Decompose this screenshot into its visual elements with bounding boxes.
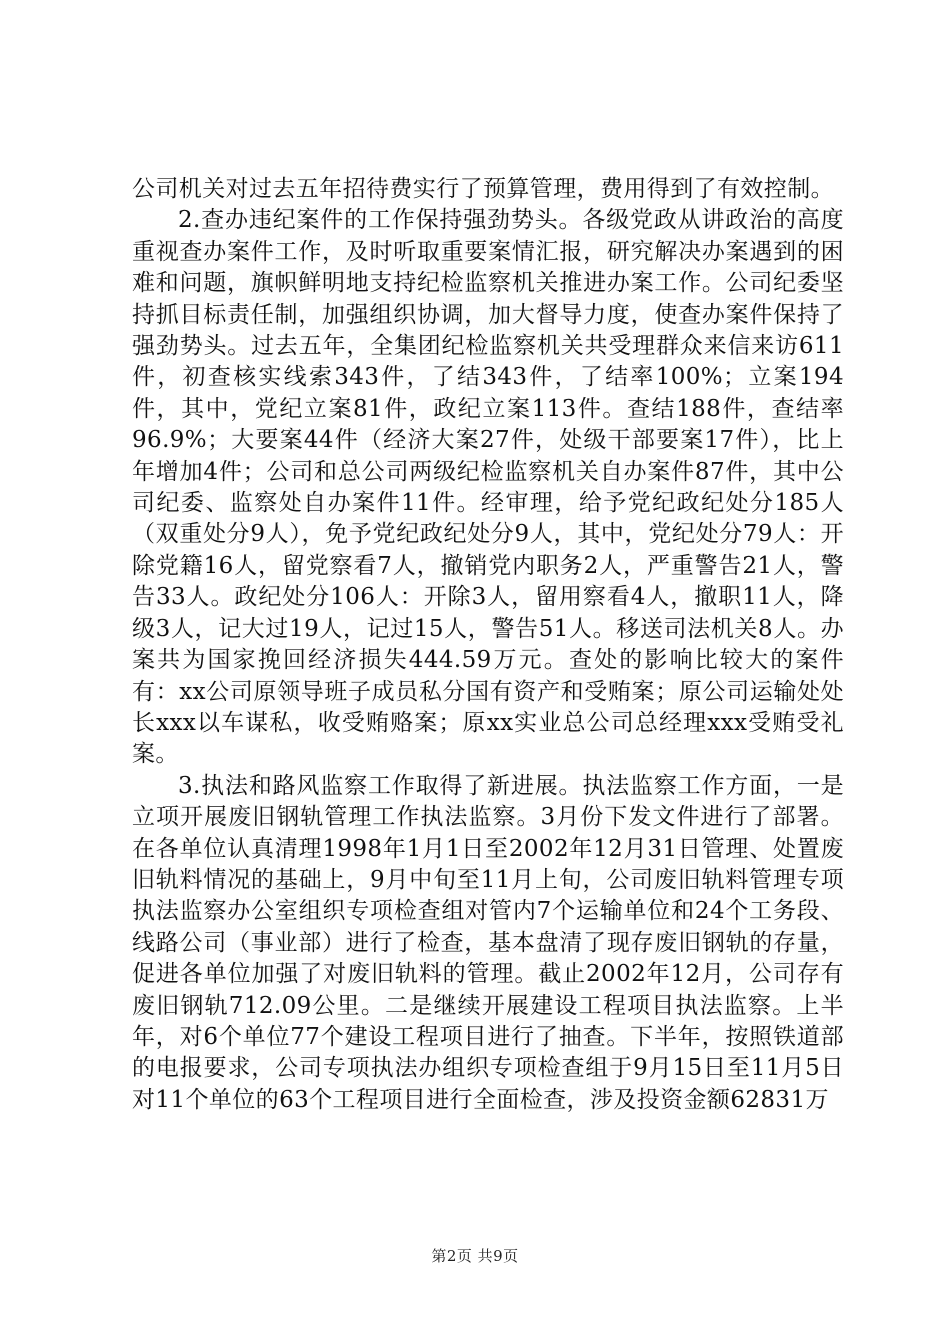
paragraph-law-enforcement: 3.执法和路风监察工作取得了新进展。执法监察工作方面，一是立项开展废旧钢轨管理工作执法监察。3月份下发文件进行了部署。在各单位认真清理1998年1月1日至2002年12月31日管理、处置废旧轨料情况的基础上，9月中旬至11月上旬，公司废旧轨料管理专项执法监察办公室组织专项检查组对管内7个运输单位和24个工务段、线路公司（事业部）进行了检查，基本盘清了现存废旧钢轨的存量，促进各单位加强了对废旧轨料的管理。截止2002年12月，公司存有废旧钢轨712.09公里。二是继续开展建设工程项目执法监察。上半年，对6个单位77个建设工程项目进行了抽查。下半年，按照铁道部的电报要求，公司专项执法办组织专项检查组于9月15日至11月5日对11个单位的63个工程项目进行全面检查，涉及投资金额62831万 — [132, 772, 844, 1113]
page-footer: 第2页 共9页 — [431, 1247, 519, 1265]
document-body — [132, 174, 844, 1116]
paragraph-continuation: 公司机关对过去五年招待费实行了预算管理，费用得到了有效控制。 — [132, 176, 834, 202]
paragraph-case-investigation: 2.查办违纪案件的工作保持强劲势头。各级党政从讲政治的高度重视查办案件工作，及时听取重要案情汇报，研究解决办案遇到的困难和问题，旗帜鲜明地支持纪检监察机关推进办案工作。公司纪委坚持抓目标责任制，加强组织协调，加大督导力度，使查办案件保持了强劲势头。过去五年，全集团纪检监察机关共受理群众来信来访611件，初查核实线索343件，了结343件，了结率100%；立案194件，其中，党纪立案81件，政纪立案113件。查结188件，查结率96.9%；大要案44件（经济大案27件，处级干部要案17件），比上年增加4件；公司和总公司两级纪检监察机关自办案件87件，其中公司纪委、监察处自办案件11件。经审理，给予党纪政纪处分185人（双重处分9人），免予党纪政纪处分9人，其中，党纪处分79人：开除党籍16人，留党察看7人，撤销党内职务2人，严重警告21人，警告33人。政纪处分106人：开除3人，留用察看4人，撤职11人，降级3人，记大过19人，记过15人，警告51人。移送司法机关8人。办案共为国家挽回经济损失444.59万元。查处的影响比较大的案件有：xx公司原领导班子成员私分国有资产和受贿案；原公司运输处处长xxx以车谋私，收受贿赂案；原xx实业总公司总经理xxx受贿受礼案。 — [132, 207, 844, 768]
